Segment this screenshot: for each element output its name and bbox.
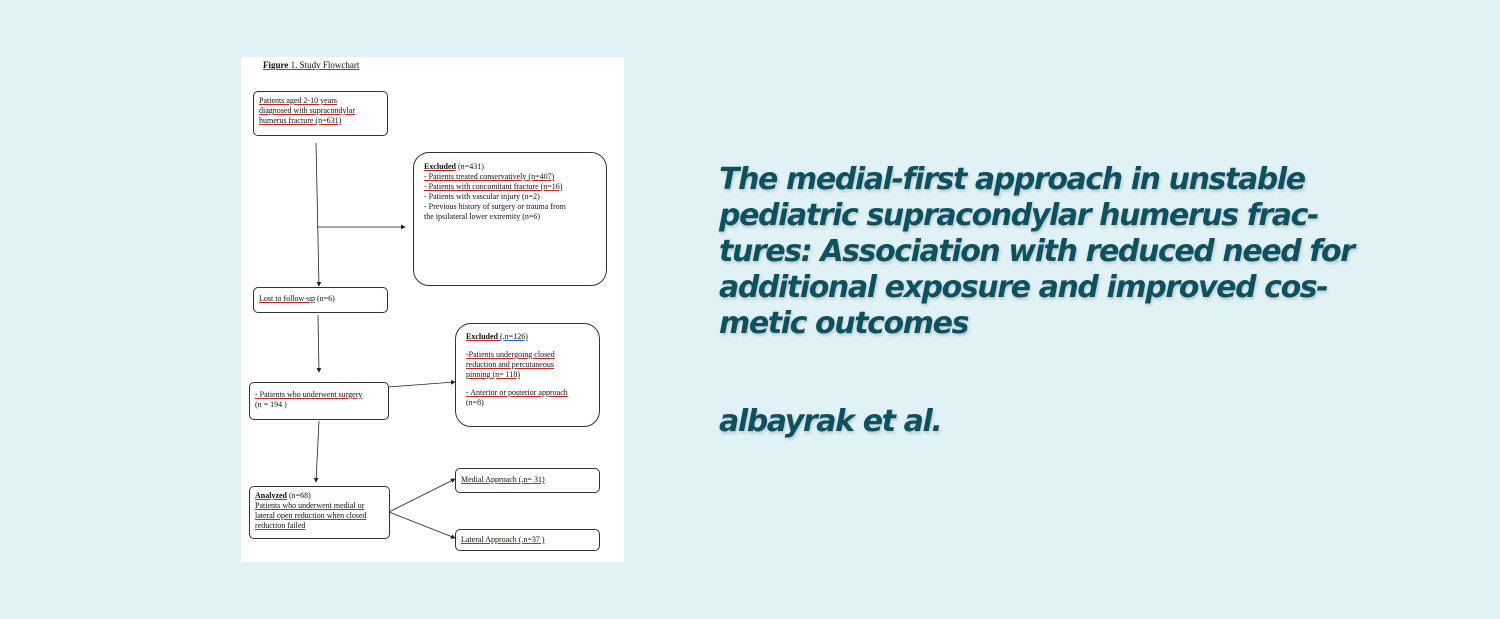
arrow-surgery-to-analyzed (316, 421, 319, 482)
box-lost-to-follow-up: Lost to follow-up (n=6) (253, 287, 388, 313)
article-authors: albayrak et al. (719, 404, 942, 439)
flowchart-figure (241, 57, 624, 562)
box-medial-approach: Medial Approach (.n= 31) (455, 468, 600, 493)
box-underwent-surgery: - Patients who underwent surgery (n = 194 ) (249, 382, 389, 420)
box-analyzed: Analyzed (n=68) Patients who underwent medial or lateral open reduction when closed reduction failed (249, 486, 390, 539)
article-title: The medial-first approach in unstable pediatric supracondylar humerus frac- tures: Association with reduced need for additional exposure and improved cos- metic outcomes (719, 162, 1354, 341)
arrow-lost-to-surgery (318, 315, 319, 372)
arrow-analyzed-to-lateral (389, 512, 455, 538)
arrow-surgery-to-excluded2 (388, 382, 455, 387)
box-excluded-second: Excluded (.n=126) -Patients undergoing closed reduction and percutaneous pinning (n= 118) - Anterior or posterior approach (n=8) (455, 323, 600, 427)
box-lateral-approach: Lateral Approach (.n=37 ) (455, 529, 600, 551)
figure-title: Figure 1. Study Flowchart (263, 60, 360, 70)
box-eligible-patients: Patients aged 2-10 years diagnosed with supracondylar humerus fracture (n=631) (253, 91, 388, 136)
arrow-eligible-to-lost (316, 143, 319, 286)
arrow-analyzed-to-medial (389, 479, 455, 512)
box-excluded-first: Excluded (n=431) - Patients treated conservatively (n=407) - Patients with concomitant fracture (n=16) - Patients with vascular injury (n=2) - Previous history of surgery or trauma from the ipsilateral lower extremity (n=6) (413, 152, 607, 286)
